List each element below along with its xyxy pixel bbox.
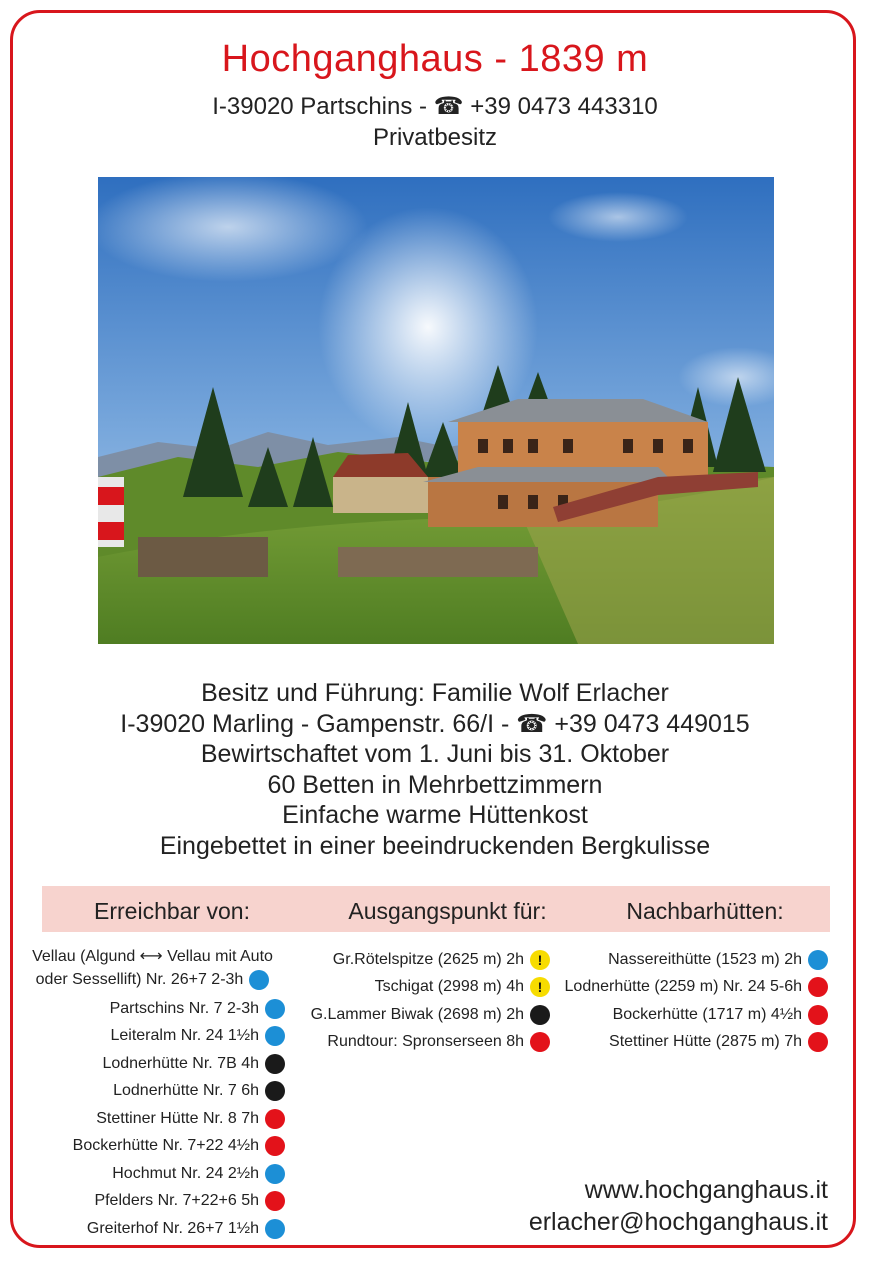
list-item: [20, 1188, 285, 1216]
hut-address: I-39020 Partschins - ☎ +39 0473 443310: [212, 93, 658, 120]
list-item: [565, 1001, 828, 1029]
list-item-text: Partschins Nr. 7 2-3h: [109, 999, 259, 1017]
list-item-text: Bockerhütte (1717 m) 4½h: [612, 1005, 802, 1023]
contact-block: [529, 1174, 828, 1238]
difficulty-dot-blue: [265, 999, 285, 1019]
difficulty-dot-blue: [265, 1026, 285, 1046]
list-item-text: Gr.Rötelspitze (2625 m) 2h: [332, 950, 524, 968]
list-item: [300, 1001, 550, 1029]
info-line-season: Bewirtschaftet vom 1. Juni bis 31. Oktober: [200, 740, 670, 768]
list-item: [565, 1029, 828, 1057]
hut-photo-illustration: [98, 177, 774, 644]
difficulty-dot-red: [808, 977, 828, 997]
difficulty-dot-blue: [265, 1219, 285, 1239]
list-item-text: Pfelders Nr. 7+22+6 5h: [94, 1192, 259, 1210]
info-line-address: I-39020 Marling - Gampenstr. 66/I - ☎ +39 0473 449015: [120, 709, 750, 738]
ownership-label: Privatbesitz: [372, 124, 498, 151]
list-item: [565, 974, 828, 1002]
difficulty-dot-red: [265, 1136, 285, 1156]
difficulty-dot-red: [808, 1032, 828, 1052]
starting-point-list: [300, 946, 550, 1056]
page-title: Hochganghaus - 1839 m: [221, 38, 649, 80]
list-item-text: Vellau (Algund ⟷ Vellau mit Auto: [32, 948, 273, 965]
list-item-text: Greiterhof Nr. 26+7 1½h: [86, 1219, 259, 1237]
hut-info: [0, 678, 870, 861]
list-item: [20, 1050, 285, 1078]
list-item-vellau: [20, 946, 285, 992]
list-item-text: Stettiner Hütte (2875 m) 7h: [609, 1033, 802, 1051]
difficulty-dot-red: [265, 1109, 285, 1129]
list-item-text: Tschigat (2998 m) 4h: [374, 978, 524, 996]
list-item: [565, 946, 828, 974]
info-line-owner: Besitz und Führung: Familie Wolf Erlacher: [201, 679, 669, 707]
difficulty-dot-blue: [249, 970, 269, 990]
list-item-text: Lodnerhütte (2259 m) Nr. 24 5-6h: [564, 978, 802, 996]
difficulty-dot-black: [265, 1081, 285, 1101]
list-item-text: Rundtour: Spronserseen 8h: [327, 1033, 524, 1051]
list-item: [20, 1215, 285, 1243]
list-item: [300, 974, 550, 1002]
list-item-text: Bockerhütte Nr. 7+22 4½h: [72, 1137, 259, 1155]
list-item-text: Lodnerhütte Nr. 7B 4h: [102, 1054, 259, 1072]
difficulty-dot-red: [808, 1005, 828, 1025]
difficulty-dot-red: [530, 1032, 550, 1052]
list-item: [20, 1133, 285, 1161]
difficulty-dot-black: [265, 1054, 285, 1074]
list-item-text: oder Sessellift) Nr. 26+7 2-3h: [35, 971, 244, 988]
list-item: [20, 1023, 285, 1051]
heading-reachable-from: Erreichbar von:: [94, 898, 250, 924]
list-item: [20, 995, 285, 1023]
info-line-beds: 60 Betten in Mehrbettzimmern: [267, 770, 603, 799]
list-item-text: G.Lammer Biwak (2698 m) 2h: [310, 1005, 524, 1023]
list-item-text: Leiteralm Nr. 24 1½h: [110, 1027, 259, 1045]
list-item-text: Stettiner Hütte Nr. 8 7h: [96, 1109, 259, 1127]
list-item-text: Nassereithütte (1523 m) 2h: [608, 950, 802, 968]
list-item: [300, 946, 550, 974]
info-line-food: Einfache warme Hüttenkost: [282, 801, 588, 829]
heading-neighbour-huts: Nachbarhütten:: [626, 898, 784, 924]
list-item-row: [20, 968, 285, 992]
list-item-text: Lodnerhütte Nr. 7 6h: [113, 1082, 259, 1100]
list-item: [20, 1078, 285, 1106]
email-link[interactable]: erlacher@hochganghaus.it: [528, 1208, 828, 1236]
reachable-from-list: [20, 946, 285, 1243]
neighbour-huts-list: [565, 946, 828, 1056]
list-item-text: Hochmut Nr. 24 2½h: [112, 1164, 259, 1182]
difficulty-dot-red: [265, 1191, 285, 1211]
list-item: [20, 1105, 285, 1133]
list-item: [300, 1029, 550, 1057]
list-item: [20, 1160, 285, 1188]
difficulty-dot-black: [530, 1005, 550, 1025]
hut-photo: [98, 177, 774, 644]
heading-starting-point: Ausgangspunkt für:: [348, 898, 547, 924]
info-line-setting: Eingebettet in einer beeindruckenden Bergkulisse: [159, 831, 711, 860]
warning-icon: !: [530, 950, 550, 970]
warning-icon: !: [530, 977, 550, 997]
website-link[interactable]: www.hochganghaus.it: [584, 1176, 828, 1204]
difficulty-dot-blue: [808, 950, 828, 970]
difficulty-dot-blue: [265, 1164, 285, 1184]
